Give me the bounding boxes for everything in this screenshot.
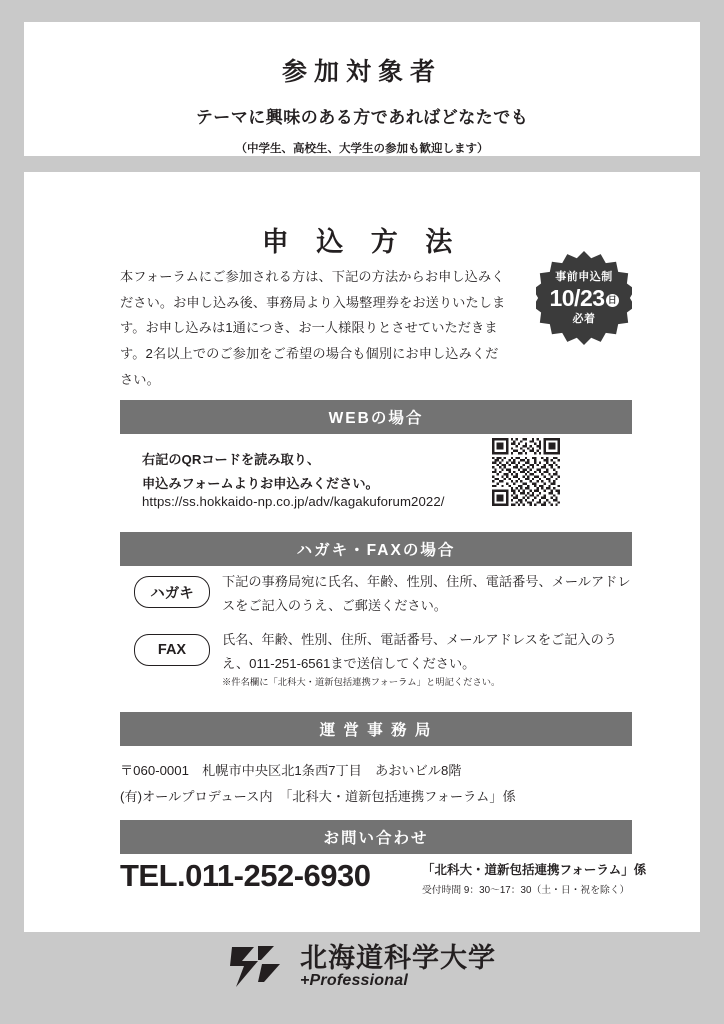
university-tagline: +Professional: [300, 971, 408, 989]
section-bar-postcard-fax-label: ハガキ・FAXの場合: [296, 542, 456, 559]
application-method-panel: [24, 172, 700, 932]
section-bar-postcard-fax: [120, 532, 632, 566]
target-audience-subtitle: テーマに興味のある方であればどなたでも: [195, 108, 529, 127]
target-audience-panel: [24, 22, 700, 156]
target-audience-title: 参加対象者: [281, 58, 442, 86]
office-address-line2: (有)オールプロデュース内 「北科大・道新包括連携フォーラム」係: [120, 789, 516, 805]
web-instructions-line1: 右記のQRコードを読み取り、: [142, 452, 321, 467]
application-method-title: 申 込 方 法: [261, 227, 463, 257]
qr-code-icon[interactable]: [492, 438, 560, 506]
tag-postcard-label: ハガキ: [150, 585, 194, 602]
fax-instructions: 氏名、年齢、性別、住所、電話番号、メールアドレスをご記入のうえ、011-251-6561まで送信してください。: [222, 632, 617, 672]
section-bar-inquiry-label: お問い合わせ: [323, 830, 429, 847]
seal-date-value: 10/23: [549, 284, 605, 311]
seal-line1: 事前申込制: [555, 270, 613, 283]
office-address: [120, 758, 516, 811]
tag-fax-label: FAX: [157, 642, 187, 658]
target-audience-note: （中学生、高校生、大学生の参加も歓迎します）: [235, 143, 489, 155]
web-instructions-line2: 申込みフォームよりお申込みください。: [142, 476, 379, 492]
inquiry-phone-number[interactable]: TEL.011-252-6930: [120, 858, 371, 893]
deadline-seal: [536, 250, 632, 346]
tag-postcard: [134, 576, 210, 608]
office-address-line1: 〒060-0001 札幌市中央区北1条西7丁目 あおいビル8階: [120, 763, 462, 778]
university-name: 北海道科学大学: [300, 943, 496, 974]
section-bar-web: [120, 400, 632, 434]
tag-fax: [134, 634, 210, 666]
university-mark-icon: [228, 944, 290, 990]
seal-day-of-week: 日: [606, 294, 619, 307]
seal-date: [549, 284, 618, 311]
section-bar-office-label: 運 営 事 務 局: [319, 722, 433, 739]
deadline-seal-content: [536, 250, 632, 346]
inquiry-hours: 受付時間 9：30〜17：30（土・日・祝を除く）: [422, 885, 630, 896]
footer-logo-text: [300, 944, 496, 989]
application-intro-text: 本フォーラムにご参加される方は、下記の方法からお申し込みください。お申し込み後、事務局より入場整理券をお送りいたします。お申し込みは1通につき、お一人様限りとさせていただきます。2名以上でのご参加をご希望の場合も個別にお申し込みください。: [120, 269, 506, 387]
footer-logo: [0, 944, 724, 990]
section-bar-inquiry: [120, 820, 632, 854]
section-bar-office: [120, 712, 632, 746]
section-bar-web-label: WEBの場合: [328, 410, 424, 427]
inquiry-department: 「北科大・道新包括連携フォーラム」係: [422, 863, 647, 877]
seal-line3: 必着: [572, 312, 596, 325]
fax-note: ※件名欄に「北科大・道新包括連携フォーラム」と明記ください。: [222, 677, 501, 687]
web-instructions: [142, 448, 379, 497]
web-form-url[interactable]: https://ss.hokkaido-np.co.jp/adv/kagakuforum2022/: [142, 494, 445, 509]
postcard-instructions: 下記の事務局宛に氏名、年齢、性別、住所、電話番号、メールアドレスをご記入のうえ、ご郵送ください。: [222, 574, 631, 614]
